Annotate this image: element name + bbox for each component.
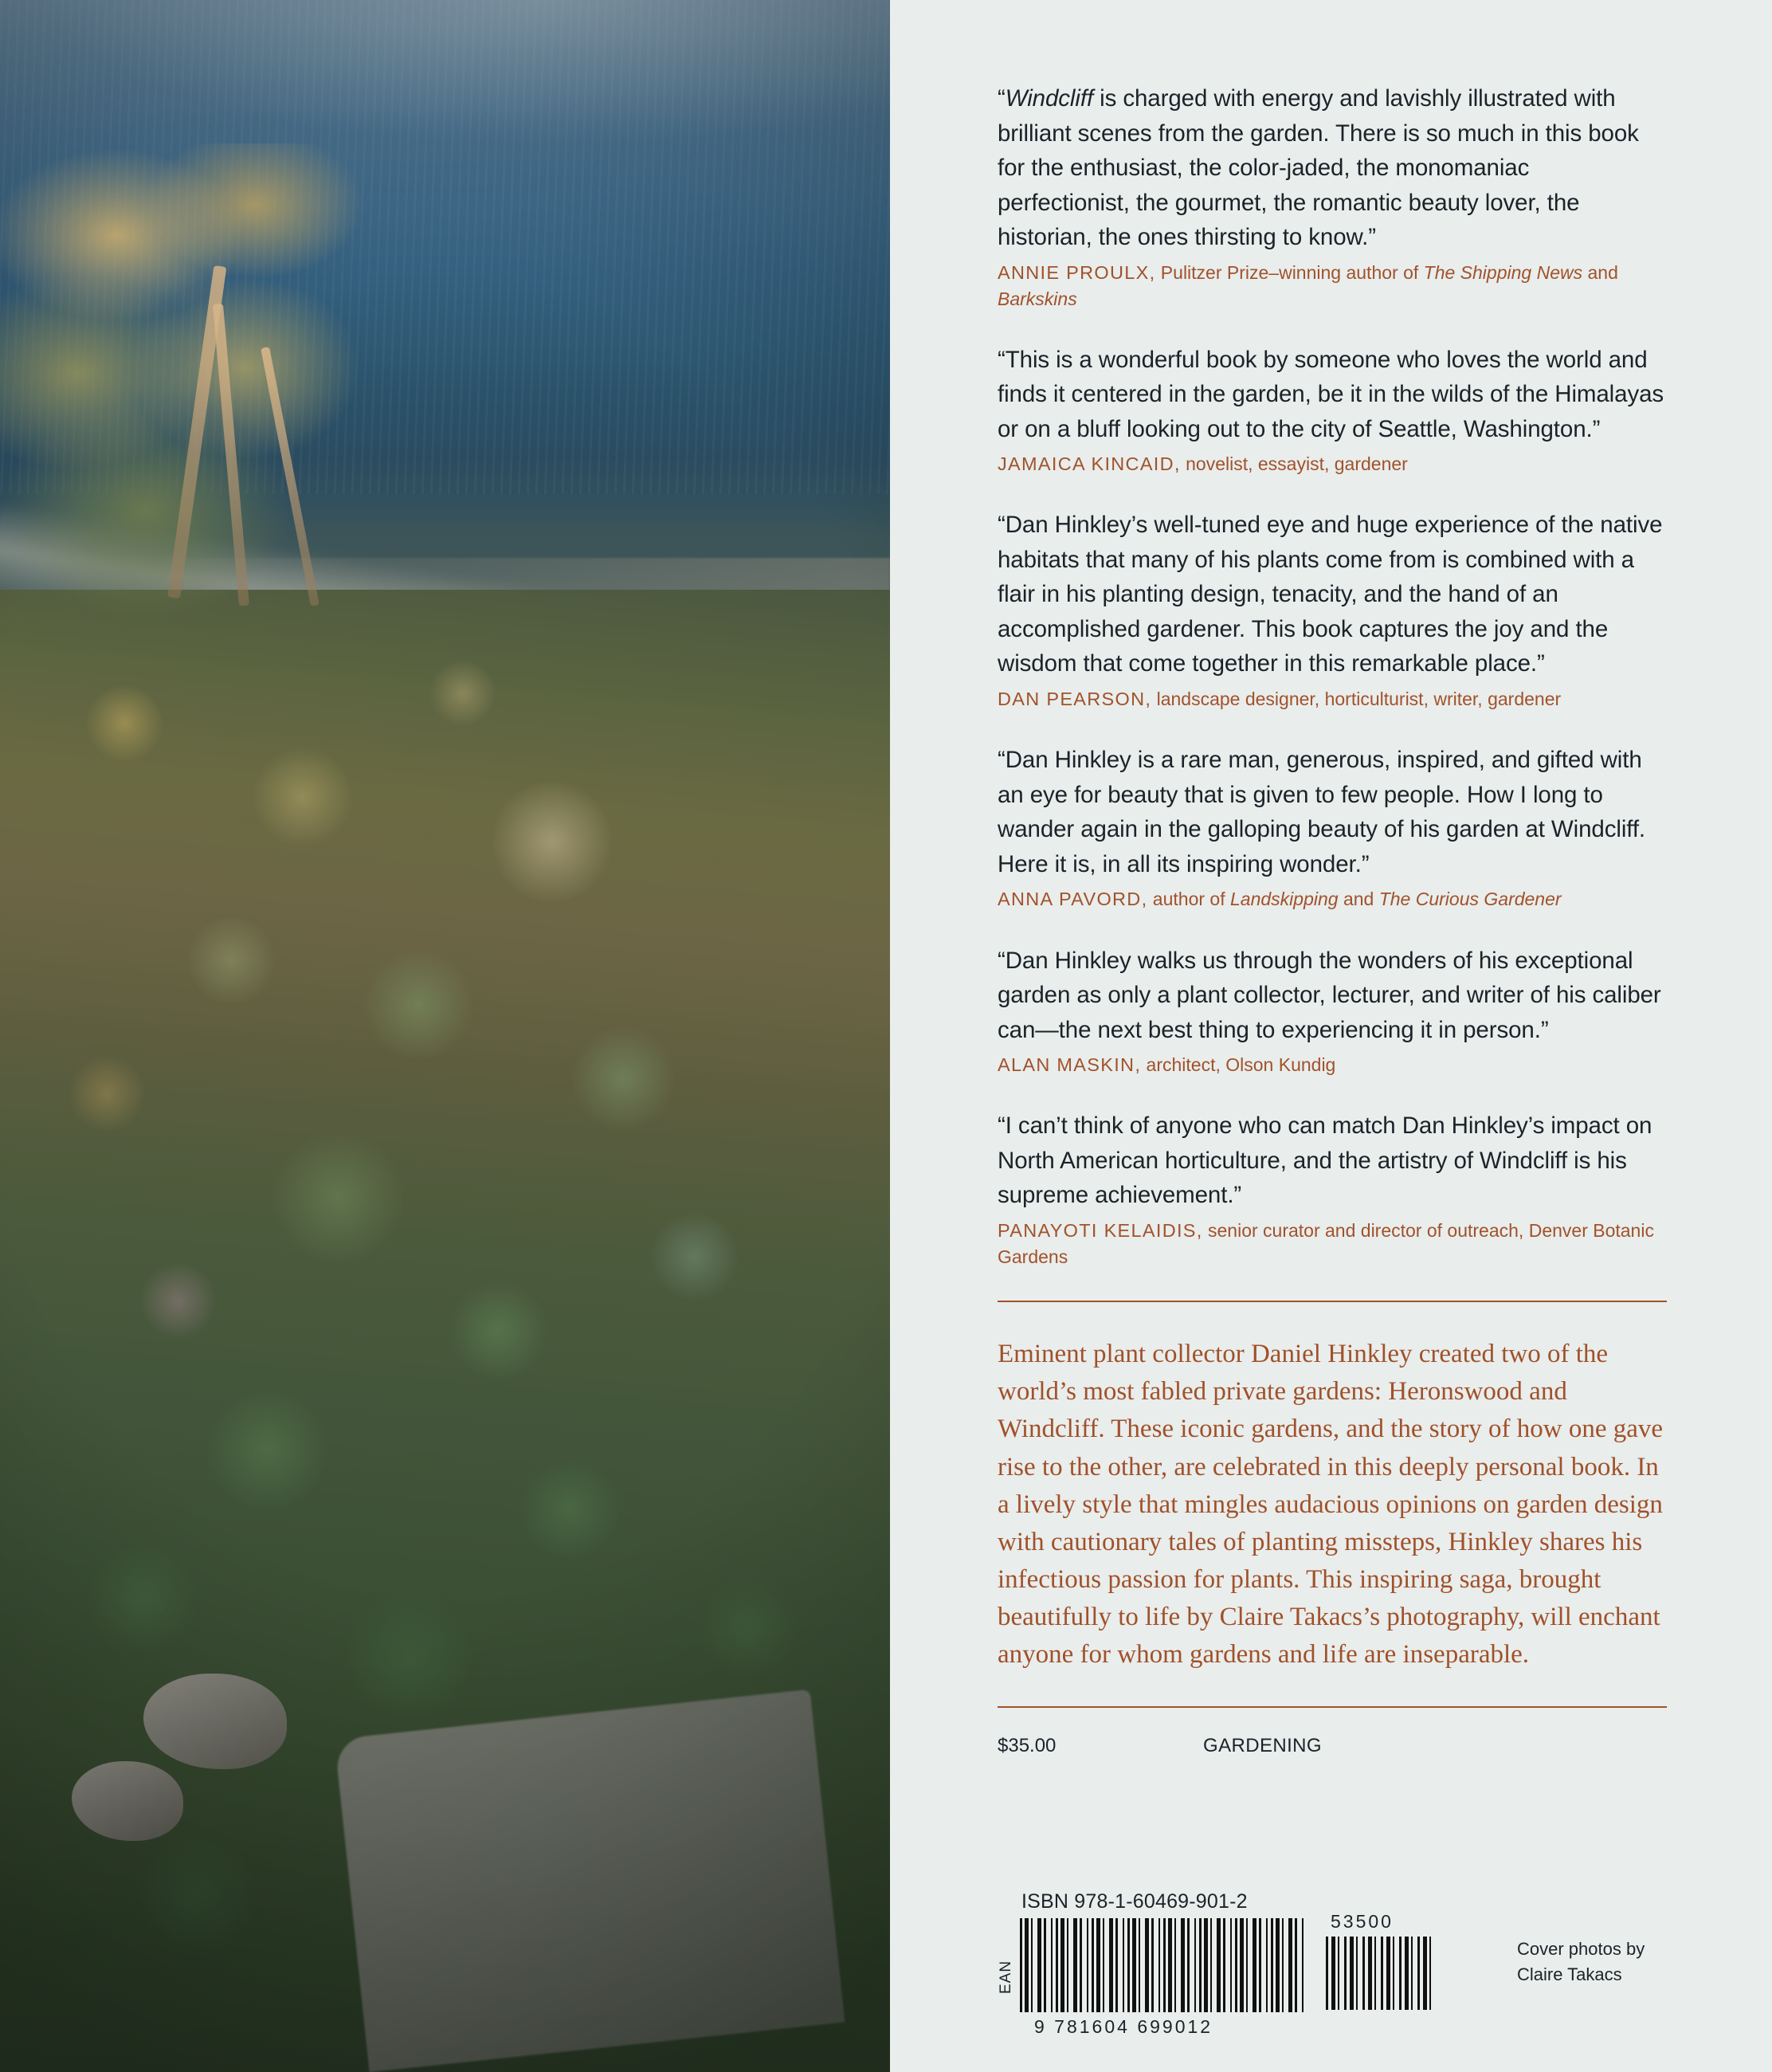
isbn-barcode [1020,1890,1305,2038]
addon-bars [1326,1937,1431,2010]
attrib-name: JAMAICA KINCAID, [998,453,1181,475]
ean-label: EAN [998,1960,1014,1994]
quote-title-italic: Windcliff [1005,85,1094,112]
blurb-attribution [998,1052,1667,1078]
addon-digits: 53500 [1331,1911,1394,1932]
photo-credit-line1: Cover photos by [1517,1939,1645,1959]
photo-credit [1517,1937,1645,1988]
back-cover-text-panel [890,0,1772,2072]
blurb-attribution [998,451,1667,477]
divider-rule-bottom [998,1706,1667,1708]
attrib-role: senior curator and director of outreach, Denver Botanic Gardens [998,1219,1654,1268]
barcode-area [998,1890,1675,2038]
attrib-work-title: Landskipping [1230,889,1339,910]
attrib-conjunction: and [1338,889,1379,910]
attrib-name: DAN PEARSON, [998,688,1152,709]
barcode-digits: 9 781604 699012 [1034,2016,1213,2037]
stone-patio [335,1689,845,2072]
blurb-quote: “Dan Hinkley is a rare man, generous, inspired, and gifted with an eye for beauty that is given to few people. How I long to wander again in the galloping beauty of his garden at Windcliff. Here it is, in all its inspiring wonder.” [998,747,1646,877]
divider-rule-top [998,1301,1667,1302]
attrib-role: Pulitzer Prize–winning author of [1155,261,1424,283]
price-category-row [998,1735,1667,1757]
quote-body: is charged with energy and lavishly illustrated with brilliant scenes from the garden. There is so much in this book for the enthusiast, the color-jaded, the monomaniac perfectionist, the gourmet, the romantic beauty lover, the historian, the ones thirsting to know.” [998,85,1639,250]
blurb-attribution [998,260,1667,312]
category-label: GARDENING [1203,1734,1322,1756]
blurb-quote [998,81,1667,255]
blurb-attribution [998,886,1667,912]
isbn-text: ISBN 978-1-60469-901-2 [1021,1890,1248,1913]
blurb-quote: “I can’t think of anyone who can match Dan Hinkley’s impact on North American horticulture, and the artistry of Windcliff is his supreme achievement.” [998,1113,1652,1209]
attrib-name: ANNA PAVORD, [998,889,1148,910]
blurb-attribution [998,686,1667,712]
attrib-role: author of [1147,889,1230,910]
price-addon-barcode [1326,1890,1431,2010]
attrib-role: architect, Olson Kundig [1141,1054,1336,1076]
blurb-attribution [998,1218,1667,1270]
attrib-name: ALAN MASKIN, [998,1054,1142,1076]
photo-credit-line2: Claire Takacs [1517,1964,1622,1984]
attrib-work-title: The Shipping News [1423,261,1583,283]
blurbs-section [998,81,1667,1757]
price-label: $35.00 [998,1734,1057,1756]
attrib-role: landscape designer, horticulturist, writer, gardener [1151,688,1562,709]
blurb-quote: “Dan Hinkley’s well-tuned eye and huge experience of the native habitats that many of his plants come from is combined with a flair in his planting design, tenacity, and the hand of an accomplished gardener. This book captures the joy and the wisdom that come together in this remarkable place.” [998,512,1663,677]
attrib-work-title: Barkskins [998,288,1077,309]
attrib-name: PANAYOTI KELAIDIS, [998,1219,1203,1241]
barcode-bars [1020,1918,1305,2012]
quote-open: “ [998,85,1006,112]
blurb-quote: “Dan Hinkley walks us through the wonders of his exceptional garden as only a plant collector, lecturer, and writer of his caliber can—the next best thing to experiencing it in person.” [998,947,1661,1043]
attrib-name: ANNIE PROULX, [998,261,1156,283]
attrib-work-title: The Curious Gardener [1378,889,1562,910]
attrib-conjunction: and [1582,261,1618,283]
blurb-quote: “This is a wonderful book by someone who loves the world and finds it centered in the garden, be it in the wilds of the Himalayas or on a bluff looking out to the city of Seattle, Washington.” [998,346,1664,442]
book-description: Eminent plant collector Daniel Hinkley created two of the world’s most fabled private gardens: Heronswood and Windcliff. These iconic gardens, and the story of how one gave rise to the other, are celebrated in this deeply personal book. In a lively style that mingles audacious opinions on garden design with cautionary tales of planting missteps, Hinkley shares his infectious passion for plants. This inspiring saga, brought beautifully to life by Claire Takacs’s photography, will enchant anyone for whom gardens and life are inseparable. [998,1339,1664,1670]
attrib-role: novelist, essayist, gardener [1180,453,1408,475]
